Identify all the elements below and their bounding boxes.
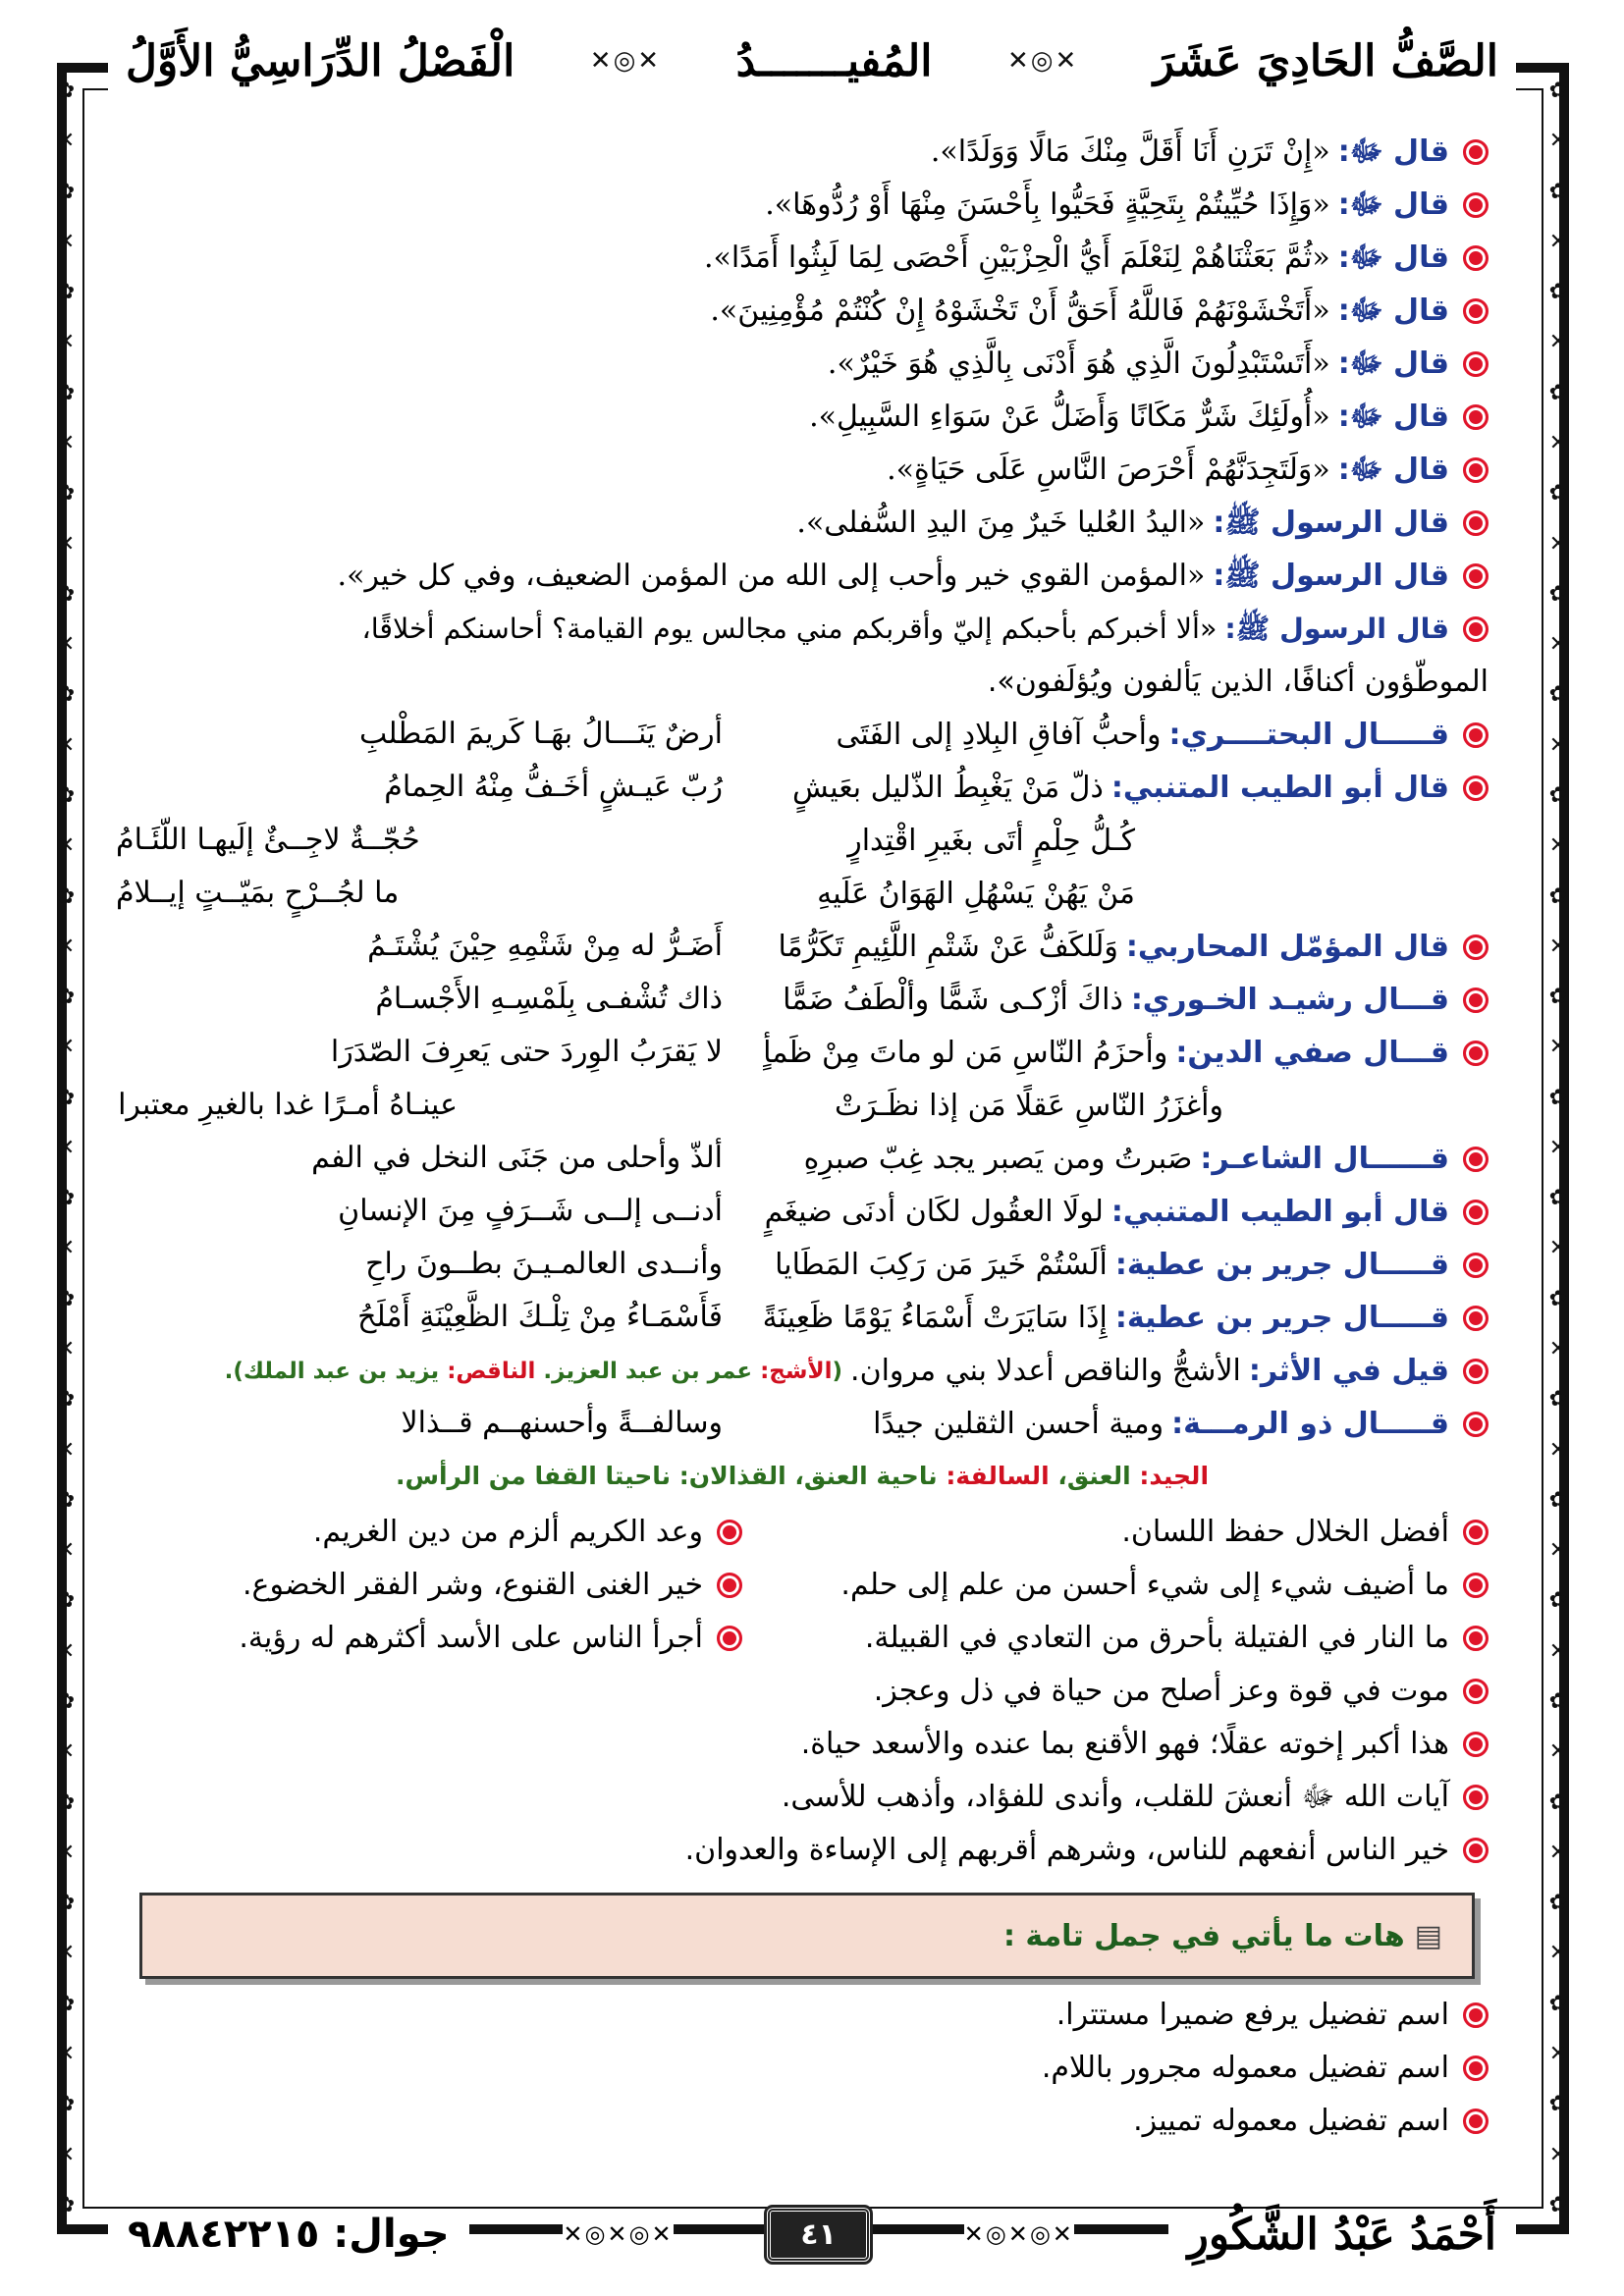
poem-line <box>116 762 1489 815</box>
hemistich-second: أرضٌ يَنَـــالُ بهَـا كَريمَ المَطْلبِ <box>358 717 723 751</box>
hemistich-second: أَضَـرُّ له مِنْ شَتْمِهِ حِيْنَ يُشْتَـمُ <box>367 929 723 963</box>
hemistich-first: ومية أحسن الثقلين جيدًا <box>873 1407 1164 1441</box>
speaker: قال ﷻ: <box>1337 294 1449 328</box>
saying-text: ما أضيف شيء إلى شيء أحسن من علم إلى حلم. <box>840 1568 1449 1602</box>
poem-line <box>116 1027 1489 1080</box>
bullet-icon <box>1463 1520 1489 1545</box>
exercise-item <box>116 2042 1489 2095</box>
poem-line <box>116 921 1489 974</box>
saying <box>116 1665 1489 1718</box>
quote-text: «المؤمن القوي خير وأحب إلى الله من المؤمن الضعيف، وفي كل خير». <box>337 559 1206 593</box>
speaker: قال الرسول ﷺ: <box>1224 613 1449 645</box>
semester-title: الْفَصْلُ الدِّرَاسِيُّ الأَوَّلُ <box>108 36 532 86</box>
page-number: ٤١ <box>767 2208 870 2262</box>
gloss-key: الجيد: <box>1139 1462 1210 1490</box>
hemistich-second: أدنــى إلــى شَــرَفٍ مِنَ الإنسانِ <box>338 1194 723 1228</box>
poem-line <box>116 974 1489 1027</box>
page-header <box>108 22 1516 100</box>
poem-line <box>116 868 1489 921</box>
bullet-icon <box>1463 1573 1489 1598</box>
speaker: قال ﷻ: <box>1337 347 1449 381</box>
note-paren: ( <box>832 1359 843 1384</box>
speaker: قال الرسول ﷺ: <box>1213 559 1449 593</box>
hemistich-first: مَنْ يَهُنْ يَسْهُلِ الهَوَانُ عَلَيهِ <box>817 877 1135 911</box>
poem-line <box>116 815 1489 868</box>
hadith-line <box>116 603 1489 656</box>
speaker: قال الرسول ﷺ: <box>1213 506 1449 540</box>
hemistich-second: وأنــدى العالمـيـنَ بطــونَ راحِ <box>365 1247 723 1281</box>
bullet-icon <box>1463 1147 1489 1172</box>
saying-text: وعد الكريم ألزم من دين الغريم. <box>312 1515 703 1549</box>
bullet-icon <box>1463 457 1489 483</box>
bullet-icon <box>1463 298 1489 324</box>
athar-note <box>225 1346 842 1397</box>
quote-text: «ثُمَّ بَعَثْنَاهُمْ لِنَعْلَمَ أَيُّ الْحِزْبَيْنِ أَحْصَى لِمَا لَبِثُوا أَمَدًا». <box>703 240 1330 275</box>
hadith-text-2: الموطّؤون أكنافًا، الذين يَألفون ويُؤلَفون». <box>987 665 1489 699</box>
hemistich-first: ذلّ مَنْ يَغْبِطُ الذّليل بعَيشٍ <box>792 771 1104 805</box>
exercise-item <box>116 1989 1489 2042</box>
athar-line <box>116 1345 1489 1398</box>
poet: قـــــال جرير بن عطية: <box>1114 1248 1449 1282</box>
note-paren: ). <box>224 1359 244 1384</box>
hemistich-second: ألذّ وأحلى من جَنَى النخل في الفم <box>311 1141 723 1175</box>
note-key: الناقص: <box>447 1359 536 1384</box>
saying <box>116 1824 1489 1877</box>
poem-line <box>116 1080 1489 1133</box>
hemistich-first: ذاكَ أزْكـى شَمًّا وألْطَفُ ضَمًّا <box>783 983 1123 1017</box>
quote-line <box>116 497 1489 550</box>
quote-line <box>116 285 1489 338</box>
saying <box>116 1612 742 1665</box>
exercise-title: هات ما يأتي في جمل تامة : <box>1002 1918 1405 1953</box>
bullet-icon <box>717 1520 742 1545</box>
hemistich-second: حُجّــةٌ لاجِــئٌ إلَيهـا اللّئَـامُ <box>116 823 420 857</box>
bullet-icon <box>1463 1253 1489 1278</box>
bullet-icon <box>1463 1626 1489 1651</box>
poet: قـــال رشيـد الخـوري: <box>1130 983 1449 1017</box>
exercise-text: اسم تفضيل معموله تمييز. <box>1133 2104 1449 2138</box>
saying-text: أجرأ الناس على الأسد أكثرهم له رؤية. <box>239 1621 703 1655</box>
bullet-icon <box>1463 1679 1489 1704</box>
footer-separator: ✕◎✕◎✕ <box>563 2220 674 2248</box>
exercise-item <box>116 2095 1489 2148</box>
bullet-icon <box>1463 139 1489 165</box>
hemistich-second: عينـاهُ أمـرًا غدا بالغيرِ معتبرا <box>118 1088 458 1122</box>
bullet-icon <box>1463 2056 1489 2081</box>
note-value: عمر بن عبد العزيز. <box>543 1359 753 1384</box>
bullet-icon <box>1463 722 1489 748</box>
poem-line <box>116 1239 1489 1292</box>
phone-number: جوال: ٩٨٨٤٢٢١٥ <box>108 2212 469 2257</box>
quote-text: «أَتَسْتَبْدِلُونَ الَّذِي هُوَ أَدْنَى بِالَّذِي هُوَ خَيْرٌ». <box>827 347 1330 381</box>
saying <box>116 1771 1489 1824</box>
bullet-icon <box>1463 2109 1489 2134</box>
saying-text: موت في قوة وعز أصلح من حياة في ذل وعجز. <box>873 1674 1449 1708</box>
gloss-value: العنق، <box>1057 1462 1131 1490</box>
speaker: قال ﷻ: <box>1337 240 1449 275</box>
book-title: المُفيـــــــدُ <box>719 36 950 86</box>
saying-text: أفضل الخلال حفظ اللسان. <box>1121 1515 1449 1549</box>
bullet-icon <box>1463 1785 1489 1810</box>
left-border-ornament: ✿ ✕ ✿ ✕ ✿ ✕ ✿ ✕ ✿ ✕ ✿ ✕ ✿ ✕ ✿ ✕ ✿ ✕ ✿ ✕ ✿ ✕ ✿ ✕ ✿ ✕ ✿ ✕ ✿ ✕ ✿ ✕ ✿ ✕ ✿ ✕ ✿ ✕ ✿ ✕ ✿ ✕ ✿ <box>56 79 76 2217</box>
saying <box>742 1506 1489 1559</box>
right-border-ornament: ✿ ✕ ✿ ✕ ✿ ✕ ✿ ✕ ✿ ✕ ✿ ✕ ✿ ✕ ✿ ✕ ✿ ✕ ✿ ✕ ✿ ✕ ✿ ✕ ✿ ✕ ✿ ✕ ✿ ✕ ✿ ✕ ✿ ✕ ✿ ✕ ✿ ✕ ✿ ✕ ✿ ✕ ✿ <box>1548 79 1568 2217</box>
bullet-icon <box>717 1626 742 1651</box>
grade-title: الصَّفُّ الحَادِيَ عَشَرَ <box>1136 36 1516 86</box>
speaker: قال ﷻ: <box>1337 400 1449 434</box>
saying <box>742 1612 1489 1665</box>
author-name: أَحْمَدُ عَبْدُ الشَّكُورِ <box>1168 2210 1516 2260</box>
bullet-icon <box>717 1573 742 1598</box>
hemistich-first: لولَا العقُول لكَان أدنَى ضيغَمٍ <box>764 1195 1104 1229</box>
header-separator: ✕◎✕ <box>589 46 662 76</box>
quote-line <box>116 232 1489 285</box>
hemistich-first: وأحزَمُ النّاسِ مَن لو ماتَ مِنْ ظَمأٍ <box>763 1036 1168 1070</box>
quote-text: «اليدُ العُليا خَيرٌ مِنَ اليدِ السُّفلى». <box>796 506 1206 540</box>
speaker: قال ﷻ: <box>1337 453 1449 487</box>
exercise-text: اسم تفضيل يرفع ضميرا مستترا. <box>1056 1998 1449 2032</box>
header-separator: ✕◎✕ <box>1007 46 1079 76</box>
saying <box>742 1559 1489 1612</box>
speaker: قيل في الأثر: <box>1248 1354 1449 1388</box>
bullet-icon <box>1463 1359 1489 1384</box>
saying <box>116 1506 742 1559</box>
bullet-icon <box>1463 1412 1489 1437</box>
saying-text: خير الغنى القنوع، وشر الفقر الخضوع. <box>243 1568 703 1602</box>
bullet-icon <box>1463 1200 1489 1225</box>
hemistich-second: فَأَسْمَـاءُ مِنْ تِلْـكَ الظَّعِيْنَةِ أَمْلَحُ <box>357 1300 723 1334</box>
bullet-icon <box>1463 404 1489 430</box>
saying <box>116 1559 742 1612</box>
hemistich-first: وأحبُّ آفاقِ البِلادِ إلى الفَتَى <box>836 718 1162 752</box>
athar-text: الأشجُّ والناقص أعدلا بني مروان. <box>850 1354 1241 1388</box>
bullet-icon <box>1463 2002 1489 2028</box>
poet: قـــــال ذو الرمـــة: <box>1171 1407 1449 1441</box>
gloss-note <box>116 1457 1489 1496</box>
poem-line <box>116 1398 1489 1451</box>
poem-line <box>116 1292 1489 1345</box>
hemistich-first: إِذَا سَايَرَتْ أَسْمَاءُ يَوْمًا ظَعِينَةً <box>762 1301 1108 1335</box>
page-footer <box>108 2197 1516 2271</box>
quote-text: «وَإِذَا حُيِّيتُمْ بِتَحِيَّةٍ فَحَيُّوا بِأَحْسَنَ مِنْهَا أَوْ رُدُّوهَا». <box>765 187 1330 222</box>
saying <box>116 1718 1489 1771</box>
page-content <box>116 126 1489 2148</box>
bullet-icon <box>1463 563 1489 589</box>
quote-text: «إِنْ تَرَنِ أَنَا أَقَلَّ مِنْكَ مَالًا وَوَلَدًا». <box>930 134 1330 169</box>
bullet-icon <box>1463 988 1489 1013</box>
poet: قال أبو الطيب المتنبي: <box>1110 771 1449 805</box>
gloss-key: القذالان: <box>678 1462 786 1490</box>
quote-line <box>116 338 1489 391</box>
gloss-value: ناحيتا القفا من الرأس. <box>395 1462 672 1490</box>
bullet-icon <box>1463 775 1489 801</box>
hadith-line-cont <box>116 656 1489 709</box>
poem-line <box>116 1133 1489 1186</box>
hemistich-first: كُـلُّ حِلْمٍ أتَى بغَيرِ اقْتِدارٍ <box>847 824 1135 858</box>
bullet-icon <box>1463 1306 1489 1331</box>
note-key: الأشج: <box>760 1359 833 1384</box>
gloss-value: ناحية العنق، <box>794 1462 938 1490</box>
document-icon: ▤ <box>1414 1918 1442 1953</box>
bullet-icon <box>1463 1041 1489 1066</box>
hemistich-second: ذاك تُشْفـى بِلَمْسِـهِ الأَجْسـامُ <box>375 982 723 1016</box>
saying-text: ما النار في الفتيلة بأحرق من التعادي في القبيلة. <box>864 1621 1449 1655</box>
speaker: قال ﷻ: <box>1337 187 1449 222</box>
gloss-key: السالفة: <box>946 1462 1050 1490</box>
hemistich-second: ما لجُــرْحٍ بمَيّــتٍ إيــلامُ <box>116 876 400 910</box>
exercise-text: اسم تفضيل معموله مجرور باللام. <box>1041 2051 1449 2085</box>
poet: قـــــال جرير بن عطية: <box>1114 1301 1449 1335</box>
bullet-icon <box>1463 510 1489 536</box>
hadith-text-1: «ألا أخبركم بأحبكم إليّ وأقربكم مني مجالس يوم القيامة؟ أحاسنكم أخلاقًا، <box>361 613 1218 645</box>
quote-line <box>116 391 1489 444</box>
poet: قـــــال البحتــــري: <box>1168 718 1449 752</box>
hemistich-first: وَلَلكَفُّ عَنْ شَتْمِ اللَّئِيمِ تَكَرُّمًا <box>778 930 1118 964</box>
quote-line <box>116 444 1489 497</box>
bullet-icon <box>1463 1732 1489 1757</box>
quote-line <box>116 550 1489 603</box>
quote-line <box>116 179 1489 232</box>
quote-text: «أَتَخْشَوْنَهُمْ فَاللَّهُ أَحَقُّ أَنْ تَخْشَوْهُ إِنْ كُنْتُمْ مُؤْمِنِينَ». <box>710 294 1330 328</box>
exercise-box <box>139 1893 1475 1979</box>
saying-text: هذا أكبر إخوته عقلًا؛ فهو الأقنع بما عنده والأسعد حياة. <box>800 1727 1449 1761</box>
hemistich-first: صَبرتُ ومن يَصبر يجد غِبّ صبرِهِ <box>803 1142 1193 1176</box>
quote-text: «وَلَتَجِدَنَّهُمْ أَحْرَصَ النَّاسِ عَلَى حَيَاةٍ». <box>887 453 1330 487</box>
bullet-icon <box>1463 351 1489 377</box>
saying-text: آيات الله ﷻ أنعشَ للقلب، وأندى للفؤاد، وأذهب للأسى. <box>781 1780 1449 1814</box>
note-value: يزيد بن عبد الملك <box>243 1359 440 1384</box>
hemistich-second: لا يَقرَبُ الوِردَ حتى يَعرِفَ الصّدَرَا <box>330 1035 723 1069</box>
poet: قــــــال الشاعـر: <box>1200 1142 1449 1176</box>
hemistich-first: وأغزَرُ النّاسِ عَقلًا مَن إذا نظَـرَتْ <box>835 1089 1223 1123</box>
footer-separator: ✕◎✕◎✕ <box>963 2220 1074 2248</box>
poet: قال أبو الطيب المتنبي: <box>1110 1195 1449 1229</box>
saying-text: خير الناس أنفعهم للناس، وشرهم أقربهم إلى الإساءة والعدوان. <box>684 1833 1449 1867</box>
bullet-icon <box>1463 616 1489 642</box>
hemistich-first: ألَسْتُمْ خَيرَ مَن رَكِبَ المَطَايا <box>775 1248 1108 1282</box>
sayings-grid <box>116 1506 1489 1665</box>
hemistich-second: رُبّ عَيـشٍ أخَـفُّ مِنْهُ الحِمامُ <box>384 770 723 804</box>
hemistich-second: وسالفــةً وأحسنهــم قــذالا <box>401 1406 723 1440</box>
bullet-icon <box>1463 192 1489 218</box>
quote-line <box>116 126 1489 179</box>
poet: قـــال صفي الدين: <box>1175 1036 1449 1070</box>
bullet-icon <box>1463 934 1489 960</box>
poem-line <box>116 709 1489 762</box>
bullet-icon <box>1463 1838 1489 1863</box>
speaker: قال ﷻ: <box>1337 134 1449 169</box>
poet: قال المؤمّل المحاربي: <box>1125 930 1449 964</box>
quote-text: «أُولَئِكَ شَرٌّ مَكَانًا وَأَضَلُّ عَنْ سَوَاءِ السَّبِيلِ». <box>809 400 1330 434</box>
poem-line <box>116 1186 1489 1239</box>
bullet-icon <box>1463 245 1489 271</box>
